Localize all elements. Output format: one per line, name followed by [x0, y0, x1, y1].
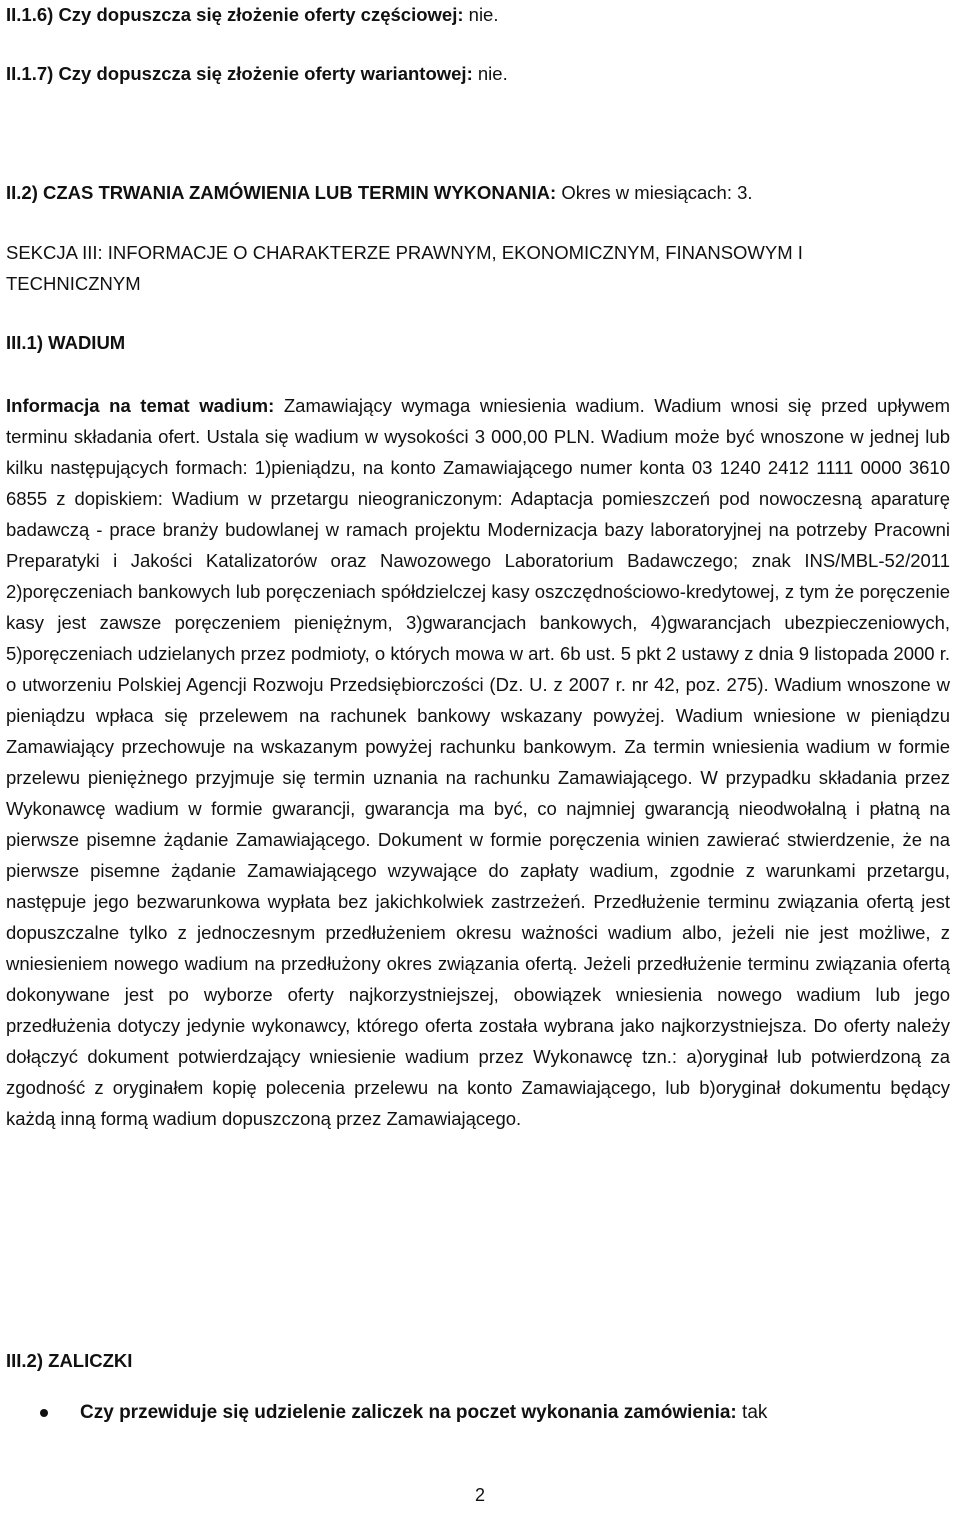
- bullet-icon: [40, 1409, 48, 1417]
- item-ii-2-value: Okres w miesiącach: 3.: [561, 182, 753, 203]
- wadium-heading: III.1) WADIUM: [6, 332, 126, 353]
- section-3-title: SEKCJA III: INFORMACJE O CHARAKTERZE PRAWNYM, EKONOMICZNYM, FINANSOWYM I TECHNICZNYM: [6, 242, 803, 294]
- zaliczki-answer: tak: [742, 1402, 768, 1423]
- zaliczki-heading: III.2) ZALICZKI: [6, 1350, 133, 1371]
- item-ii-1-7: [6, 62, 508, 86]
- item-ii-1-6-label: II.1.6) Czy dopuszcza się złożenie oferty częściowej:: [6, 4, 464, 25]
- page-number: 2: [474, 1485, 485, 1505]
- item-ii-1-7-label: II.1.7) Czy dopuszcza się złożenie oferty wariantowej:: [6, 63, 473, 84]
- zaliczki-question: Czy przewiduje się udzielenie zaliczek na poczet wykonania zamówienia:: [80, 1402, 737, 1423]
- item-ii-1-7-value: nie.: [477, 63, 508, 84]
- item-ii-2-label: II.2) CZAS TRWANIA ZAMÓWIENIA LUB TERMIN WYKONANIA:: [6, 182, 557, 203]
- wadium-label: Informacja na temat wadium:: [6, 395, 275, 416]
- item-ii-1-6-value: nie.: [468, 4, 499, 25]
- item-ii-1-6: [6, 3, 498, 27]
- item-ii-2: [6, 181, 753, 205]
- wadium-text: Zamawiający wymaga wniesienia wadium. Wadium wnosi się przed upływem terminu składania ofert. Ustala się wadium w wysokości 3 000,00 PLN. Wadium może być wnoszone w jednej lub kilku następujących formach: 1)pieniądzu, na konto Zamawiającego numer konta 03 1240 2412 1111 0000 3610 6855 z dopiskiem: Wadium w przetargu nieograniczonym: Adaptacja pomieszczeń pod nowoczesną aparaturę badawczą - prace branży budowlanej w ramach projektu Modernizacja bazy laboratoryjnej na potrzeby Pracowni Preparatyki i Jakości Katalizatorów oraz Nawozowego Laboratorium Badawczego; znak INS/MBL-52/2011 2)poręczeniach bankowych lub poręczeniach spółdzielczej kasy oszczędnościowo-kredytowej, z tym że poręczenie kasy jest zawsze poręczeniem pieniężnym, 3)gwarancjach bankowych, 4)gwarancjach ubezpieczeniowych, 5)poręczeniach udzielanych przez podmioty, o których mowa w art. 6b ust. 5 pkt 2 ustawy z dnia 9 listopada 2000 r. o utworzeniu Polskiej Agencji Rozwoju Przedsiębiorczości (Dz. U. z 2007 r. nr 42, poz. 275). Wadium wnoszone w pieniądzu wpłaca się przelewem na rachunek bankowy wskazany powyżej. Wadium wniesione w pieniądzu Zamawiający przechowuje na wskazanym powyżej rachunku bankowym. Za termin wniesienia wadium w formie przelewu pieniężnego przyjmuje się termin uznania na rachunku Zamawiającego. W przypadku składania przez Wykonawcę wadium w formie gwarancji, gwarancja ma być, co najmniej gwarancją nieodwołalną i płatną na pierwsze pisemne żądanie Zamawiającego. Dokument w formie poręczenia winien zawierać stwierdzenie, że na pierwsze pisemne żądanie Zamawiającego wzywające do zapłaty wadium, zgodnie z warunkami przetargu, następuje jego bezwarunkowa wypłata bez jakichkolwiek zastrzeżeń. Przedłużenie terminu związania ofertą jest dopuszczalne tylko z jednoczesnym przedłużeniem okresu ważności wadium albo, jeżeli nie jest możliwe, z wniesieniem nowego wadium na przedłużony okres związania ofertą. Jeżeli przedłużenie terminu związania ofertą dokonywane jest po wyborze oferty najkorzystniejszej, obowiązek wniesienia nowego wadium lub jego przedłużenia dotyczy jedynie wykonawcy, którego oferta została wybrana jako najkorzystniejsza. Do oferty należy dołączyć dokument potwierdzający wniesienie wadium przez Wykonawcę tzn.: a)oryginał lub potwierdzoną za zgodność z oryginałem kopię polecenia przelewu na konto Zamawiającego, lub b)oryginał dokumentu będący każdą inną formą wadium dopuszczoną przez Zamawiającego.: [6, 395, 951, 1129]
- wadium-paragraph: [6, 390, 950, 1134]
- zaliczki-item: [80, 1400, 767, 1426]
